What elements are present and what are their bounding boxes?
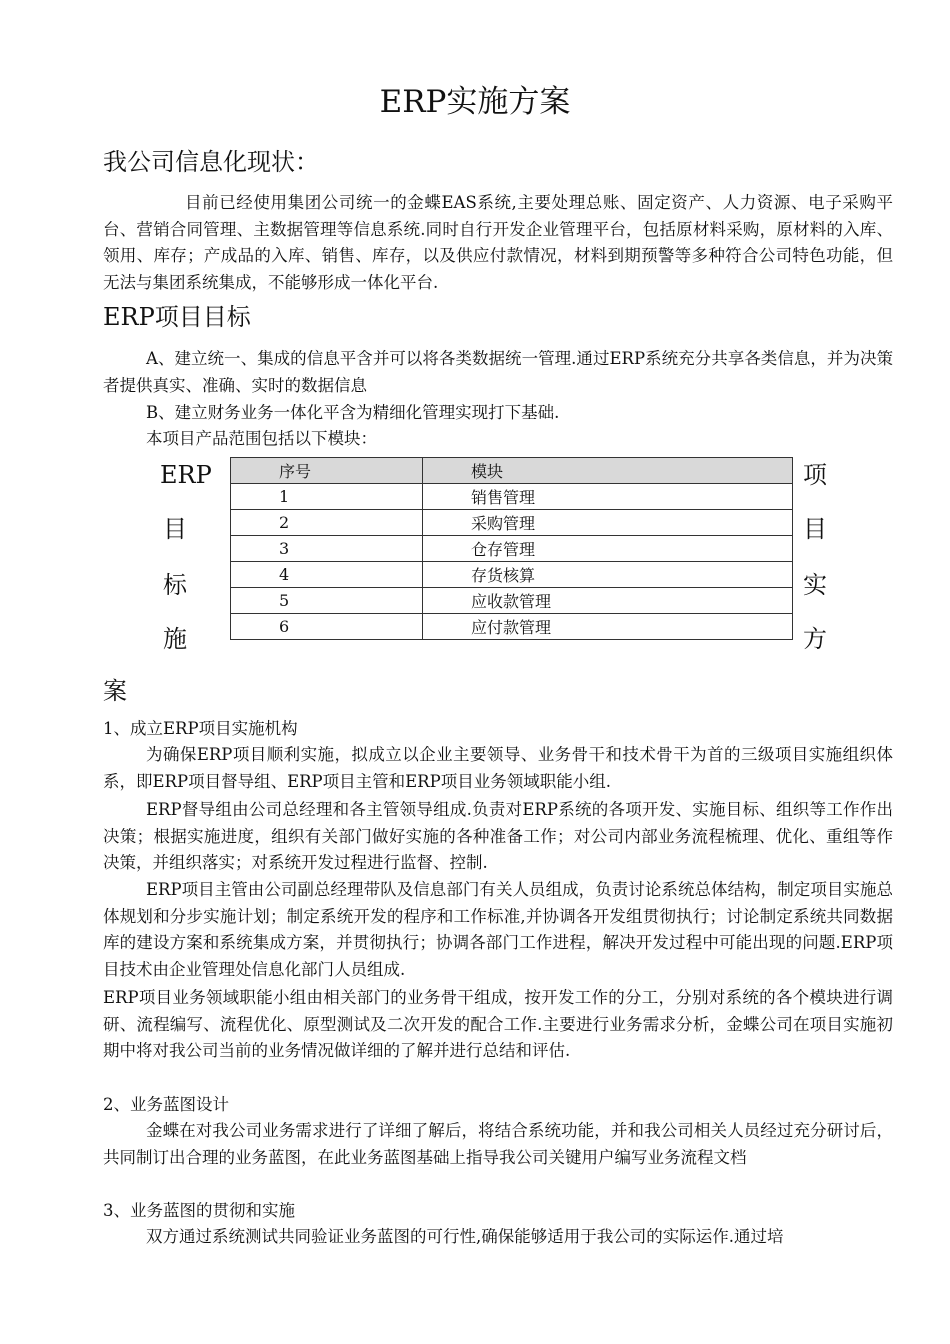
table-row <box>231 588 793 614</box>
table-row <box>231 562 793 588</box>
side-left-char-3: 标 <box>163 571 187 599</box>
table-row <box>231 510 793 536</box>
paragraph-5: 金蝶在对我公司业务需求进行了详细了解后，将结合系统功能，并和我公司相关人员经过充分研讨后，共同制订出合理的业务蓝图，在此业务蓝图基础上指导我公司关键用户编写业务流程文档 <box>103 1121 893 1167</box>
scope-intro-line: 本项目产品范围包括以下模块： <box>146 429 377 448</box>
paragraph-1: 为确保ERP项目顺利实施，拟成立以企业主要领导、业务骨干和技术骨干为首的三级项目实施组织体系，即ERP项目督导组、ERP项目主管和ERP项目业务领域职能小组. <box>103 745 893 791</box>
goal-b-line: B、建立财务业务一体化平含为精细化管理实现打下基础. <box>146 403 560 422</box>
table-cell-module: 存货核算 <box>423 562 793 588</box>
header-cell-module: 模块 <box>423 458 793 484</box>
table-row <box>231 536 793 562</box>
side-right-char-4: 方 <box>803 625 827 653</box>
table-cell-index: 5 <box>231 588 423 614</box>
section-heading-goals: ERP项目目标 <box>103 303 251 331</box>
side-right-char-2: 目 <box>803 515 827 543</box>
table-cell-index: 3 <box>231 536 423 562</box>
paragraph-6: 双方通过系统测试共同验证业务蓝图的可行性,确保能够适用于我公司的实际运作.通过培 <box>146 1227 784 1246</box>
paragraph-2: ERP督导组由公司总经理和各主管领导组成.负责对ERP系统的各项开发、实施目标、组织等工作作出决策；根据实施进度，组织有关部门做好实施的各种准备工作；对公司内部业务流程梳理、优化、重组等作决策，并组织落实；对系统开发过程进行监督、控制. <box>103 800 893 872</box>
table-cell-index: 2 <box>231 510 423 536</box>
subheading-3: 3、业务蓝图的贯彻和实施 <box>103 1201 295 1220</box>
table-cell-index: 4 <box>231 562 423 588</box>
side-right-char-3: 实 <box>803 571 827 599</box>
status-paragraph: 目前已经使用集团公司统一的金蝶EAS系统,主要处理总账、固定资产、人力资源、电子采购平台、营销合同管理、主数据管理等信息系统.同时自行开发企业管理平台，包括原材料采购，原材料的入库、领用、库存；产成品的入库、销售、库存，以及供应付款情况，材料到期预警等多种符合公司特色功能，但无法与集团系统集成，不能够形成一体化平台. <box>103 193 893 292</box>
table-cell-module: 应付款管理 <box>423 614 793 640</box>
module-table <box>230 457 793 640</box>
paragraph-4: ERP项目业务领域职能小组由相关部门的业务骨干组成，按开发工作的分工，分别对系统的各个模块进行调研、流程编写、流程优化、原型测试及二次开发的配合工作.主要进行业务需求分析，金蝶公司在项目实施初期中将对我公司当前的业务情况做详细的了解并进行总结和评估. <box>103 988 893 1060</box>
table-cell-index: 1 <box>231 484 423 510</box>
section-heading-status: 我公司信息化现状： <box>103 148 319 176</box>
table-cell-module: 销售管理 <box>423 484 793 510</box>
side-right-char-1: 项 <box>803 461 827 489</box>
side-left-char-1: ERP <box>160 461 212 489</box>
document-title: ERP实施方案 <box>379 84 571 120</box>
table-cell-index: 6 <box>231 614 423 640</box>
table-row <box>231 614 793 640</box>
paragraph-3: ERP项目主管由公司副总经理带队及信息部门有关人员组成，负责讨论系统总体结构，制定项目实施总体规划和分步实施计划；制定系统开发的程序和工作标准,并协调各开发组贯彻执行；讨论制定系统共同数据库的建设方案和系统集成方案，并贯彻执行；协调各部门工作进程，解决开发过程中可能出现的问题.ERP项目技术由企业管理处信息化部门人员组成. <box>103 880 893 979</box>
subheading-2: 2、业务蓝图设计 <box>103 1095 229 1114</box>
table-cell-module: 采购管理 <box>423 510 793 536</box>
table-cell-module: 应收款管理 <box>423 588 793 614</box>
table-row <box>231 484 793 510</box>
side-left-char-4: 施 <box>163 625 187 653</box>
side-bottom-char: 案 <box>103 677 127 705</box>
header-cell-index: 序号 <box>231 458 423 484</box>
subheading-1: 1、成立ERP项目实施机构 <box>103 719 298 738</box>
table-header-row <box>231 458 793 484</box>
table-cell-module: 仓存管理 <box>423 536 793 562</box>
side-left-char-2: 目 <box>163 515 187 543</box>
goal-a-paragraph: A、建立统一、集成的信息平含并可以将各类数据统一管理.通过ERP系统充分共享各类信息，并为决策者提供真实、准确、实时的数据信息 <box>103 349 893 395</box>
